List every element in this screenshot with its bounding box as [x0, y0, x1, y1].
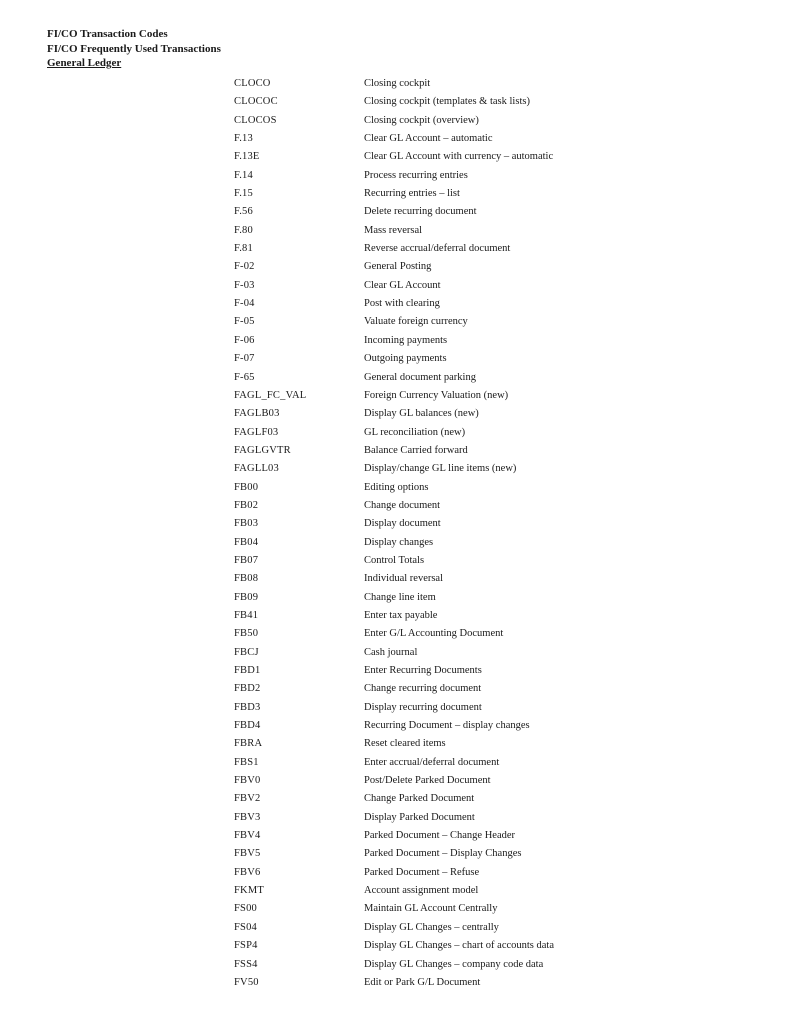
transaction-code: FB00: [234, 481, 259, 493]
transaction-row: [234, 130, 664, 148]
transaction-description: Mass reversal: [364, 224, 423, 236]
transaction-row: [234, 479, 664, 497]
transaction-row: [234, 956, 664, 974]
transaction-description: Incoming payments: [364, 334, 448, 346]
transaction-row: [234, 515, 664, 533]
document-subtitle: FI/CO Frequently Used Transactions: [47, 42, 221, 55]
transaction-code: CLOCOC: [234, 96, 278, 108]
transaction-row: [234, 258, 664, 276]
transaction-code: FV50: [234, 976, 259, 988]
transaction-row: [234, 809, 664, 827]
transaction-code: FB50: [234, 628, 259, 640]
transaction-row: [234, 717, 664, 735]
transaction-description: Clear GL Account – automatic: [364, 133, 493, 145]
transaction-description: Enter Recurring Documents: [364, 665, 482, 676]
transaction-row: [234, 974, 664, 992]
transaction-code: F.14: [234, 169, 253, 181]
transaction-description: Closing cockpit (templates & task lists): [364, 96, 530, 108]
transaction-code: FKMT: [234, 885, 264, 897]
transaction-code: FBD2: [234, 683, 261, 695]
transaction-row: [234, 772, 664, 790]
transaction-description: Display GL Changes – chart of accounts data: [364, 940, 555, 952]
transaction-code: FBD3: [234, 701, 261, 713]
transaction-description: Valuate foreign currency: [364, 316, 468, 328]
transaction-row: [234, 313, 664, 331]
transaction-description: Parked Document – Refuse: [364, 866, 480, 878]
transaction-code: FS04: [234, 921, 257, 933]
transaction-description: Enter tax payable: [364, 609, 438, 621]
section-title: General Ledger: [47, 57, 122, 69]
transaction-code: FAGLL03: [234, 463, 279, 475]
transaction-description: Change Parked Document: [364, 793, 475, 805]
transaction-row: [234, 442, 664, 460]
transaction-row: [234, 589, 664, 607]
transaction-code: FBV2: [234, 793, 261, 805]
transaction-description: Balance Carried forward: [364, 444, 468, 456]
transaction-row: [234, 240, 664, 258]
transaction-code: F.13: [234, 133, 253, 145]
transaction-description: Change line item: [364, 591, 436, 603]
transaction-description: Reset cleared items: [364, 738, 446, 750]
transaction-row: [234, 680, 664, 698]
transaction-row: [234, 937, 664, 955]
transaction-row: [234, 203, 664, 221]
transaction-code: FAGLB03: [234, 408, 280, 420]
transaction-code: FSP4: [234, 940, 258, 952]
transaction-description: Change recurring document: [364, 683, 482, 695]
transaction-row: [234, 369, 664, 387]
transaction-description: Cash journal: [364, 646, 418, 658]
transaction-row: [234, 167, 664, 185]
transaction-code: FBD1: [234, 665, 261, 676]
transaction-code: FB41: [234, 609, 259, 621]
transaction-description: Parked Document – Display Changes: [364, 848, 522, 860]
transaction-code: F-02: [234, 261, 255, 273]
document-heading: [47, 27, 221, 71]
transaction-code: FB02: [234, 499, 259, 511]
transaction-row: [234, 845, 664, 863]
transaction-description: Post/Delete Parked Document: [364, 775, 491, 787]
transaction-description: Recurring entries – list: [364, 188, 460, 200]
transaction-row: [234, 699, 664, 717]
transaction-code: FBV3: [234, 811, 261, 823]
transaction-description: Parked Document – Change Header: [364, 830, 516, 842]
transaction-code: F-05: [234, 316, 255, 328]
transaction-row: [234, 185, 664, 203]
transaction-code: FBCJ: [234, 646, 259, 658]
transaction-description: Outgoing payments: [364, 353, 447, 365]
transaction-code: FB08: [234, 573, 259, 585]
transaction-description: Edit or Park G/L Document: [364, 976, 481, 988]
transaction-description: Display GL Changes – company code data: [364, 958, 544, 970]
transaction-description: Foreign Currency Valuation (new): [364, 389, 509, 401]
transaction-code: FS00: [234, 903, 257, 915]
transaction-code: FBV6: [234, 866, 261, 878]
transaction-description: General Posting: [364, 261, 432, 273]
transaction-code: F.80: [234, 224, 253, 236]
transaction-code: FBS1: [234, 756, 259, 768]
transaction-code: FAGLF03: [234, 426, 279, 438]
transaction-code: F.15: [234, 188, 253, 200]
transaction-row: [234, 827, 664, 845]
transaction-row: [234, 790, 664, 808]
transaction-code: FAGL_FC_VAL: [234, 389, 307, 401]
transaction-row: [234, 607, 664, 625]
transaction-code: F-07: [234, 353, 255, 365]
transaction-description: Process recurring entries: [364, 169, 468, 181]
transaction-description: Enter G/L Accounting Document: [364, 628, 504, 640]
transaction-code: FAGLGVTR: [234, 444, 291, 456]
transaction-description: Recurring Document – display changes: [364, 720, 530, 732]
transaction-description: Individual reversal: [364, 573, 444, 585]
transaction-description: Clear GL Account: [364, 279, 441, 291]
transaction-row: [234, 644, 664, 662]
transaction-description: Closing cockpit (overview): [364, 114, 479, 126]
transaction-code: F-04: [234, 298, 255, 310]
transaction-code: CLOCOS: [234, 114, 277, 126]
transaction-row: [234, 754, 664, 772]
transaction-description: Post with clearing: [364, 298, 440, 310]
transaction-description: Display document: [364, 518, 441, 530]
transaction-row: [234, 497, 664, 515]
transaction-code: FB09: [234, 591, 259, 603]
transaction-row: [234, 350, 664, 368]
transaction-code: F.81: [234, 243, 253, 255]
transaction-row: [234, 387, 664, 405]
transaction-code: FB07: [234, 554, 259, 566]
transaction-description: GL reconciliation (new): [364, 426, 466, 438]
transaction-row: [234, 882, 664, 900]
transaction-row: [234, 295, 664, 313]
transaction-code: FBRA: [234, 738, 263, 750]
transaction-description: Maintain GL Account Centrally: [364, 903, 498, 915]
transaction-row: [234, 662, 664, 680]
transaction-description: Control Totals: [364, 554, 425, 566]
transaction-row: [234, 405, 664, 423]
transaction-row: [234, 864, 664, 882]
transaction-description: Delete recurring document: [364, 206, 477, 218]
transaction-row: [234, 93, 664, 111]
transaction-row: [234, 148, 664, 166]
transaction-row: [234, 625, 664, 643]
transaction-code: FBD4: [234, 720, 261, 732]
transaction-row: [234, 919, 664, 937]
transaction-row: [234, 424, 664, 442]
transaction-description: Closing cockpit: [364, 78, 431, 89]
transaction-code: FB03: [234, 518, 259, 530]
transaction-code: F-65: [234, 371, 255, 383]
transaction-row: [234, 112, 664, 130]
transaction-code: FB04: [234, 536, 259, 548]
transaction-codes-body: [234, 75, 664, 992]
document-title: FI/CO Transaction Codes: [47, 28, 168, 40]
transaction-code: FBV5: [234, 848, 261, 860]
transaction-description: Editing options: [364, 481, 429, 493]
transaction-row: [234, 277, 664, 295]
transaction-description: Account assignment model: [364, 885, 479, 897]
transaction-code: FBV0: [234, 775, 261, 787]
transaction-code: F.56: [234, 206, 253, 218]
transaction-row: [234, 332, 664, 350]
transaction-code: F-06: [234, 334, 255, 346]
transaction-row: [234, 552, 664, 570]
transaction-code: CLOCO: [234, 78, 271, 89]
transaction-row: [234, 75, 664, 93]
transaction-description: Clear GL Account with currency – automatic: [364, 151, 554, 163]
transaction-row: [234, 534, 664, 552]
transaction-description: Enter accrual/deferral document: [364, 756, 500, 768]
transaction-code: FBV4: [234, 830, 261, 842]
transaction-description: Display GL Changes – centrally: [364, 921, 499, 933]
transaction-code: FSS4: [234, 958, 258, 970]
transaction-code: F.13E: [234, 151, 260, 163]
transaction-description: Reverse accrual/deferral document: [364, 243, 511, 255]
transaction-row: [234, 570, 664, 588]
transaction-row: [234, 222, 664, 240]
transaction-row: [234, 900, 664, 918]
transaction-description: Display GL balances (new): [364, 408, 479, 420]
transaction-row: [234, 735, 664, 753]
transaction-description: Display Parked Document: [364, 811, 475, 823]
transaction-codes-table: [234, 75, 664, 992]
transaction-description: General document parking: [364, 371, 476, 383]
transaction-row: [234, 460, 664, 478]
transaction-code: F-03: [234, 279, 255, 291]
transaction-description: Change document: [364, 499, 441, 511]
transaction-description: Display/change GL line items (new): [364, 463, 517, 475]
transaction-description: Display recurring document: [364, 701, 482, 713]
transaction-description: Display changes: [364, 536, 434, 548]
